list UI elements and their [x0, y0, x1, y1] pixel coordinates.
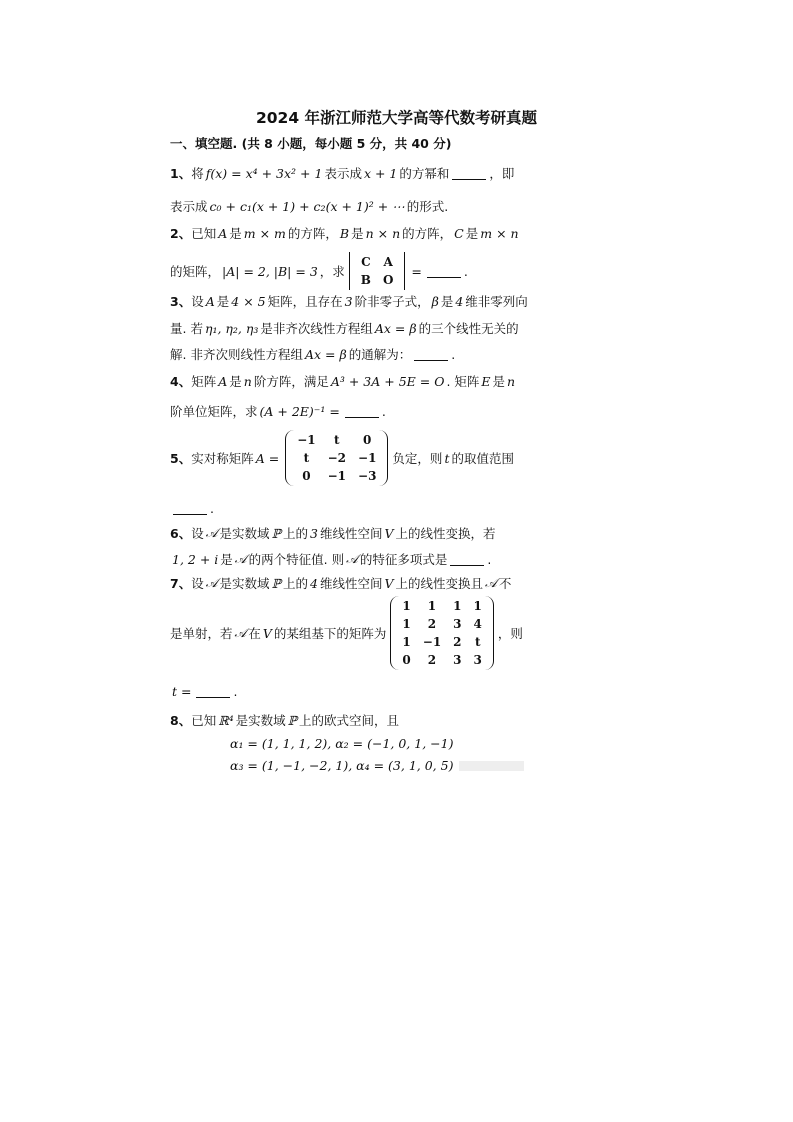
text-segment: 设: [191, 526, 204, 541]
text-segment: 5、: [170, 451, 192, 466]
page-title: 2024 年浙江师范大学高等代数考研真题: [255, 109, 538, 127]
text-line: [170, 292, 528, 310]
text-segment: 表示成: [170, 199, 208, 214]
text-segment: 矩阵: [191, 374, 217, 389]
text-line: [170, 574, 515, 592]
math-expression: 4: [455, 293, 464, 309]
text-segment: 量. 若: [170, 321, 203, 336]
text-segment: 是非齐次线性方程组: [260, 321, 373, 336]
text-segment: .: [210, 501, 214, 516]
math-expression: t =: [172, 684, 192, 699]
text-line: [170, 345, 515, 363]
text-segment: 将: [191, 166, 204, 181]
text-line: [228, 736, 573, 751]
matrix-cell: 2: [427, 617, 437, 631]
math-expression: 𝒜: [205, 525, 218, 540]
text-segment: 设: [191, 576, 204, 591]
matrix-cell: B: [360, 273, 371, 287]
math-expression: =: [411, 263, 422, 279]
text-line: [170, 524, 515, 542]
text-segment: 维线性空间: [319, 576, 383, 591]
text-line: [170, 596, 523, 670]
math-expression: ℙ: [287, 712, 298, 728]
text-segment: 是实数域: [235, 713, 286, 728]
matrix-cell: −3: [358, 469, 377, 483]
text-segment: 在: [248, 626, 261, 641]
text-segment: 的取值范围: [451, 451, 514, 466]
matrix-cell: C: [361, 255, 371, 269]
text-segment: ，则: [497, 626, 523, 641]
matrix-cell: 1: [473, 599, 482, 613]
math-expression: ℝ⁴: [218, 712, 234, 728]
math-expression: η₁, η₂, η₃: [204, 320, 259, 336]
math-expression: ℙ: [271, 575, 281, 591]
text-segment: 阶方阵，满足: [253, 374, 329, 389]
text-segment: 已知: [191, 226, 217, 241]
matrix-cell: O: [382, 273, 394, 287]
text-segment: 的矩阵，: [170, 264, 221, 279]
text-segment: .: [233, 684, 238, 699]
text-line: [170, 501, 515, 516]
matrix-cell: A: [383, 255, 393, 269]
math-expression: (A + 2E)⁻¹ =: [259, 403, 340, 419]
math-expression: x + 1: [363, 165, 398, 181]
math-expression: B: [339, 225, 350, 241]
math-expression: 𝒜: [234, 625, 247, 640]
math-expression: 𝒜: [205, 575, 218, 590]
matrix-cell: t: [474, 635, 481, 649]
text-segment: .: [487, 551, 492, 567]
math-expression: 𝒜: [234, 551, 247, 566]
text-segment: .: [463, 263, 468, 279]
matrix-cell: 0: [402, 653, 411, 667]
math-expression: V: [384, 575, 394, 591]
answer-blank: [452, 167, 486, 180]
text-line: [170, 711, 515, 729]
text-line: [170, 164, 515, 182]
text-line: [170, 134, 515, 152]
math-expression: 4: [309, 575, 318, 591]
matrix-cell: 0: [302, 469, 311, 483]
matrix-cell: 4: [473, 617, 482, 631]
text-segment: 不: [498, 576, 512, 591]
matrix-cell: t: [303, 451, 310, 465]
text-segment: 2、: [170, 226, 192, 241]
text-segment: 的通解为：: [348, 347, 412, 362]
text-line: [170, 402, 515, 420]
math-expression: Ax = β: [374, 320, 417, 336]
text-segment: 表示成: [324, 166, 362, 181]
text-line: [170, 252, 515, 290]
matrix-cell: 1: [453, 599, 462, 613]
matrix: [390, 596, 493, 670]
math-expression: ℙ: [271, 525, 281, 541]
math-expression: n: [243, 373, 252, 389]
matrix-cell: 2: [427, 653, 437, 667]
matrix-cell: 2: [453, 635, 462, 649]
math-expression: t: [444, 450, 450, 466]
math-expression: m × n: [480, 225, 519, 241]
text-line: [170, 197, 515, 215]
text-segment: 设: [191, 294, 204, 309]
answer-blank: [450, 553, 484, 566]
text-segment: .: [451, 346, 456, 362]
text-segment: 是: [216, 294, 230, 309]
text-segment: 3、: [170, 294, 192, 309]
text-segment: 6、: [170, 526, 192, 541]
answer-blank: [173, 502, 207, 515]
text-segment: 负定，则: [392, 451, 443, 466]
math-expression: 𝒜: [346, 551, 358, 566]
math-expression: |A| = 2, |B| = 3: [222, 263, 318, 279]
text-segment: 是单射，若: [170, 626, 233, 641]
text-segment: 1、: [170, 166, 192, 181]
math-expression: C: [454, 225, 464, 241]
matrix-cell: t: [334, 433, 340, 447]
matrix-cell: −1: [297, 433, 316, 447]
matrix-cell: 3: [453, 653, 462, 667]
text-line: [170, 319, 519, 337]
text-line: [170, 372, 515, 390]
math-expression: A: [218, 373, 228, 389]
math-expression: 3: [344, 293, 353, 309]
text-segment: 阶单位矩阵，求: [170, 404, 258, 419]
math-expression: 1, 2 + i: [172, 551, 219, 567]
text-segment: 的特征多项式是: [359, 552, 448, 567]
matrix-cell: 3: [453, 617, 462, 631]
text-segment: 矩阵，且存在: [267, 294, 343, 309]
answer-blank: [345, 405, 379, 418]
text-segment: ，求: [319, 264, 345, 279]
text-segment: .: [381, 403, 386, 419]
text-segment: 是: [465, 226, 479, 241]
text-segment: 的方幂和: [399, 166, 450, 181]
math-expression: A³ + 3A + 5E = O: [330, 373, 445, 389]
math-expression: 4 × 5: [231, 293, 266, 309]
text-segment: 8、: [170, 713, 192, 728]
determinant: [349, 252, 406, 290]
matrix-cell: 1: [402, 635, 411, 649]
matrix: [285, 430, 388, 486]
answer-blank: [196, 685, 230, 698]
text-segment: 的方阵，: [287, 226, 338, 241]
text-segment: 上的线性变换且: [395, 576, 483, 591]
text-segment: 维非零列向: [465, 294, 528, 309]
math-expression: n: [507, 373, 516, 389]
math-expression: V: [262, 625, 272, 641]
text-segment: 上的线性变换，若: [395, 526, 496, 541]
math-expression: α₃ = (1, −1, −2, 1), α₄ = (3, 1, 0, 5): [230, 758, 454, 773]
math-expression: 𝒜: [485, 575, 497, 590]
matrix-cell: 3: [473, 653, 482, 667]
text-segment: 实对称矩阵: [191, 451, 254, 466]
text-segment: 阶非零子式，: [354, 294, 430, 309]
text-line: [170, 430, 515, 486]
answer-blank: [427, 265, 461, 278]
math-expression: A =: [255, 450, 280, 466]
text-segment: 是: [492, 374, 506, 389]
math-expression: n × n: [365, 225, 401, 241]
math-expression: c₀ + c₁(x + 1) + c₂(x + 1)² + ⋯: [209, 198, 405, 214]
matrix-cell: −1: [422, 635, 442, 649]
blurred-region: [459, 761, 524, 771]
text-line: [228, 758, 573, 773]
text-segment: 7、: [170, 576, 192, 591]
math-expression: E: [481, 373, 491, 389]
text-segment: 的形式.: [406, 199, 449, 214]
text-segment: 上的: [282, 576, 308, 591]
math-expression: β: [431, 293, 439, 309]
text-segment: 是: [351, 226, 364, 241]
text-segment: 一、填空题. (共 8 小题，每小题 5 分，共 40 分): [170, 136, 452, 151]
text-segment: 是实数域: [219, 526, 270, 541]
text-segment: 已知: [191, 713, 217, 728]
text-segment: 维线性空间: [319, 526, 383, 541]
text-line: [170, 550, 515, 568]
matrix-cell: −1: [358, 451, 377, 465]
text-segment: 是: [220, 552, 233, 567]
text-line: [170, 684, 515, 699]
matrix-cell: 1: [427, 599, 437, 613]
text-segment: 是: [440, 294, 454, 309]
text-segment: 解. 非齐次则线性方程组: [170, 347, 303, 362]
text-segment: . 矩阵: [446, 374, 480, 389]
math-expression: m × m: [243, 225, 286, 241]
math-expression: α₁ = (1, 1, 1, 2), α₂ = (−1, 0, 1, −1): [230, 736, 454, 751]
math-expression: A: [205, 293, 215, 309]
text-segment: 是实数域: [219, 576, 270, 591]
matrix-cell: 0: [363, 433, 372, 447]
text-segment: 上的: [282, 526, 308, 541]
text-segment: 是: [229, 226, 242, 241]
text-segment: ，即: [489, 166, 515, 181]
math-expression: f(x) = x⁴ + 3x² + 1: [205, 165, 323, 181]
text-segment: 4、: [170, 374, 192, 389]
matrix-cell: 1: [402, 599, 411, 613]
text-line: [170, 224, 519, 242]
matrix-cell: −2: [327, 451, 347, 465]
math-expression: 3: [309, 525, 318, 541]
math-expression: Ax = β: [304, 346, 347, 362]
math-expression: V: [384, 525, 394, 541]
text-segment: 的方阵，: [402, 226, 453, 241]
answer-blank: [414, 348, 448, 361]
text-segment: 的某组基下的矩阵为: [273, 626, 387, 641]
math-expression: A: [218, 225, 228, 241]
matrix-cell: 1: [402, 617, 411, 631]
text-segment: 是: [229, 374, 242, 389]
matrix-cell: −1: [327, 469, 347, 483]
text-segment: 上的欧式空间，且: [299, 713, 400, 728]
text-segment: 的三个线性无关的: [418, 321, 519, 336]
text-segment: 的两个特征值. 则: [248, 552, 345, 567]
